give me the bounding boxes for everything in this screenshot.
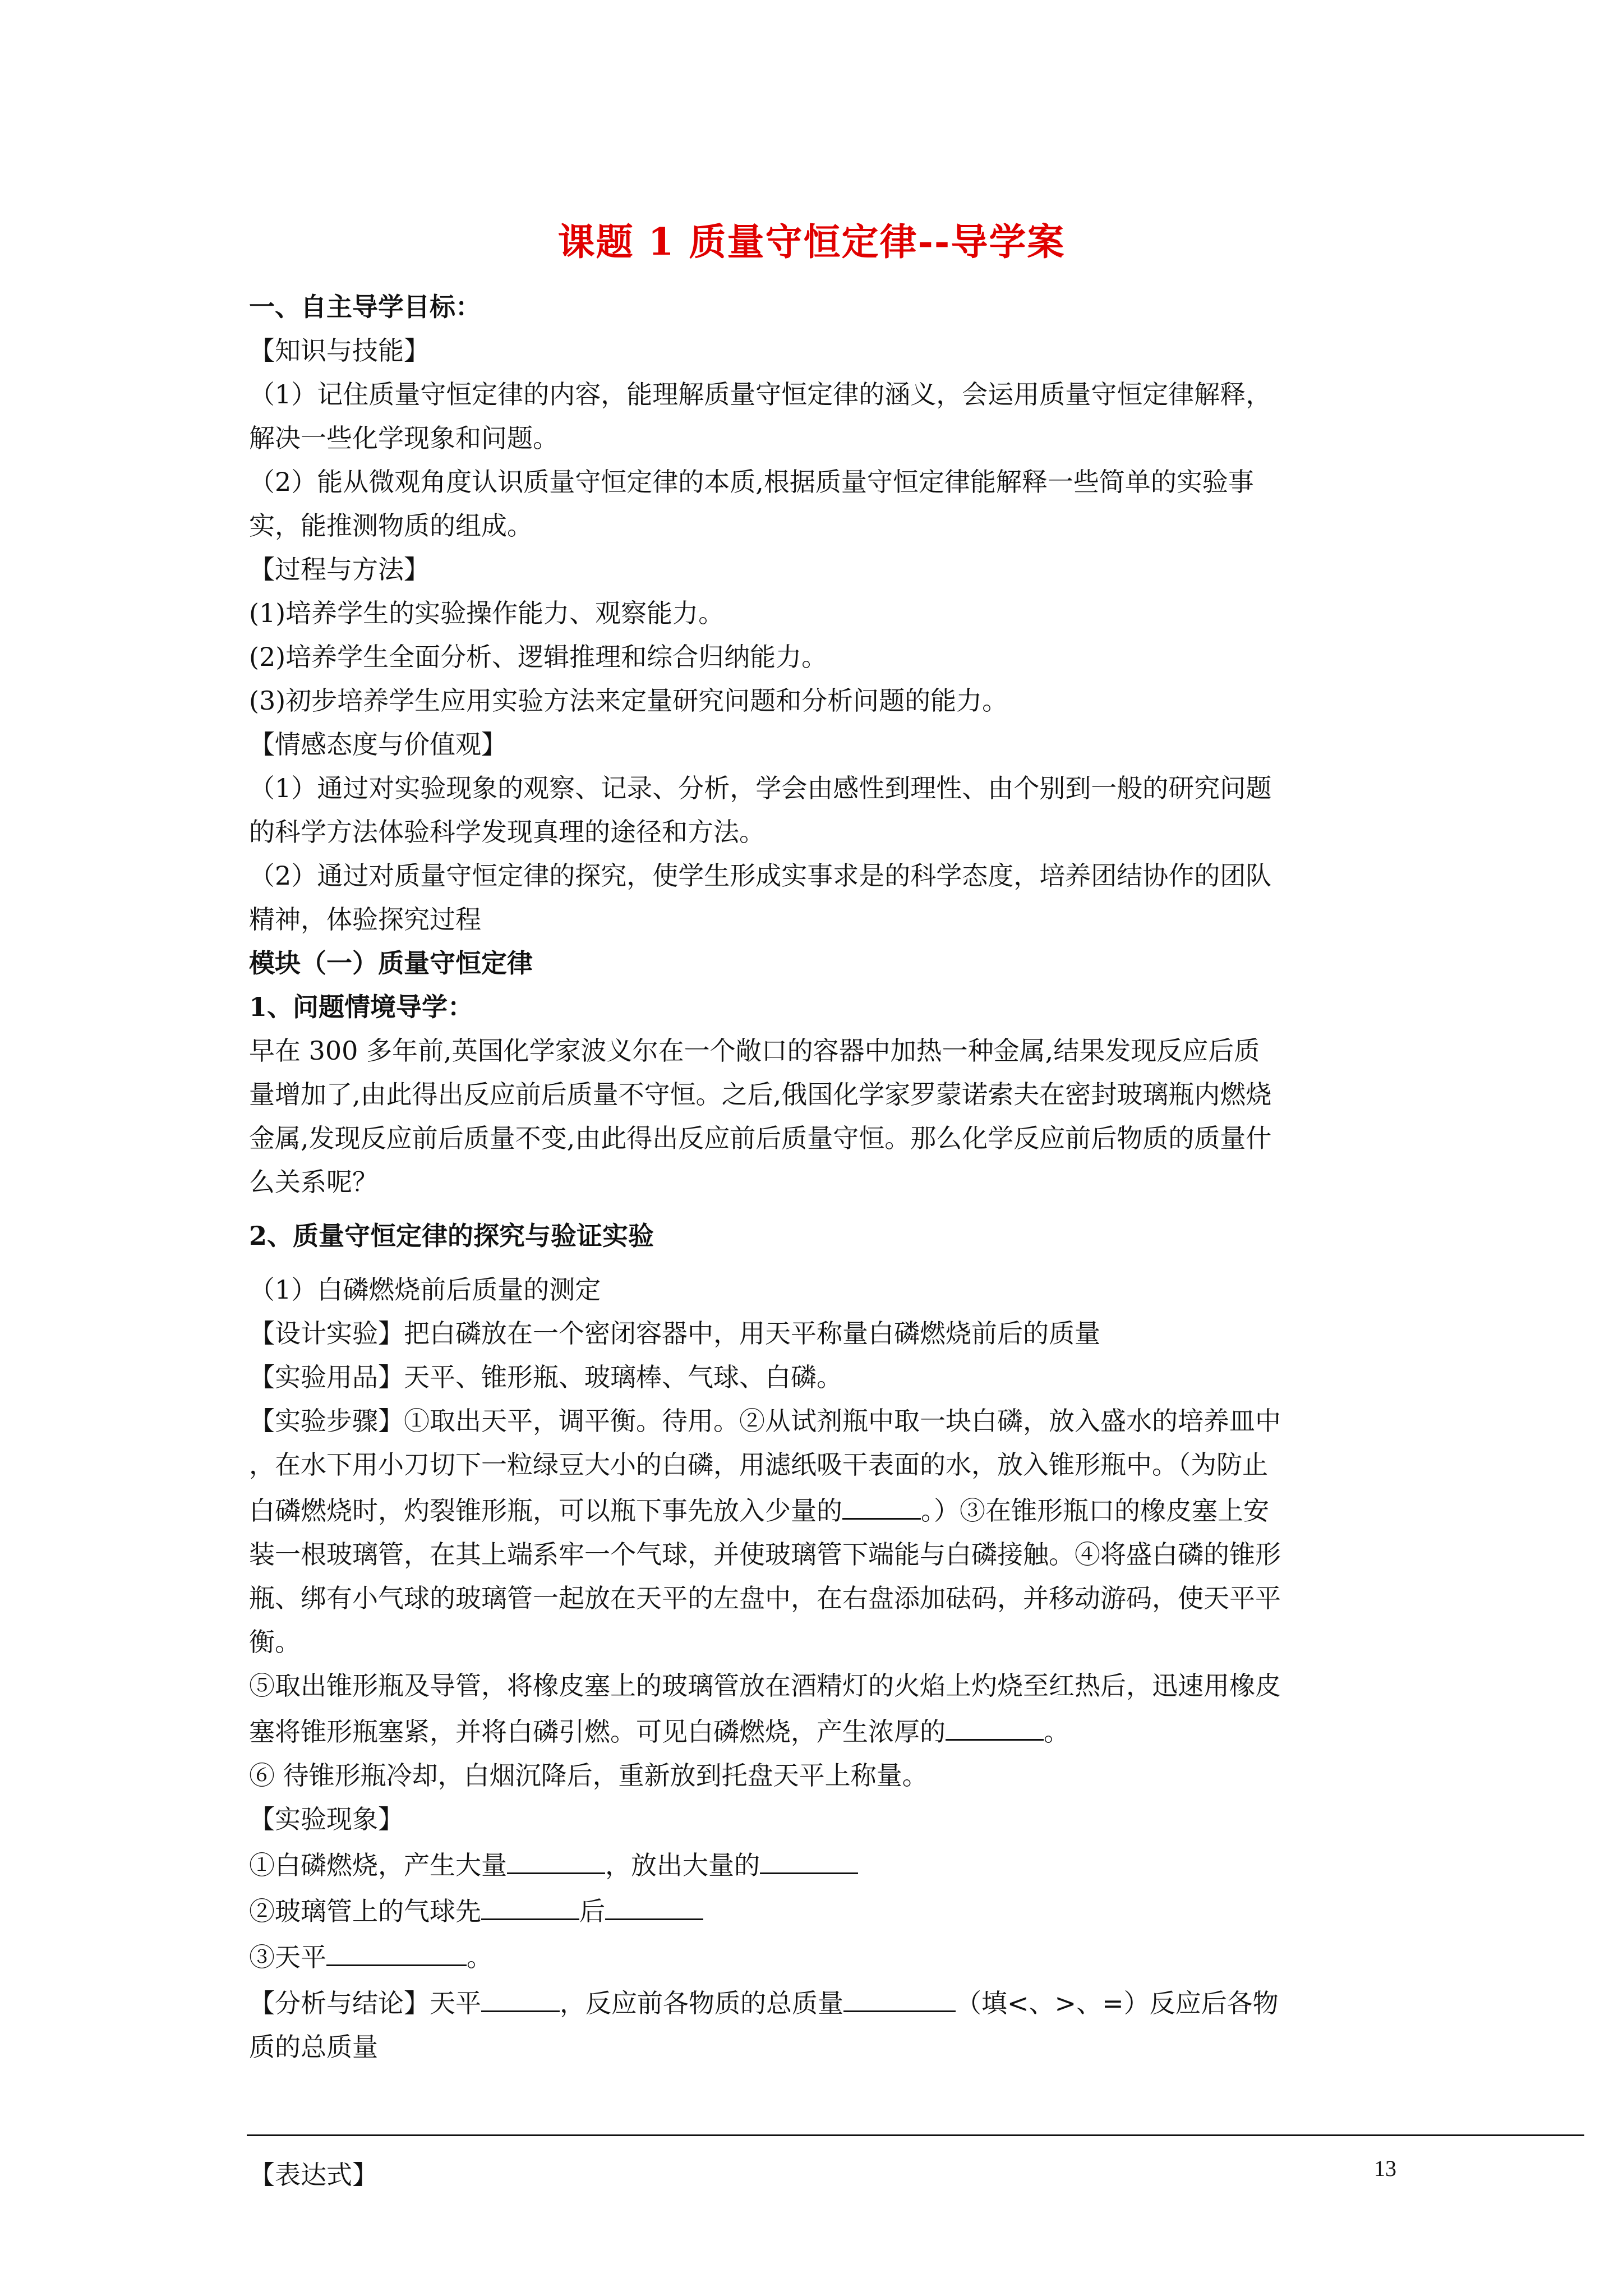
paragraph-line: 解决一些化学现象和问题。	[249, 423, 559, 453]
paragraph-line: 金属,发现反应前后质量不变,由此得出反应前后质量守恒。那么化学反应前后物质的质量什	[249, 1123, 1272, 1153]
text-run: 白磷燃烧时，灼裂锥形瓶，可以瓶下事先放入少量的	[249, 1496, 842, 1526]
paragraph-line: (3)初步培养学生应用实验方法来定量研究问题和分析问题的能力。	[249, 685, 1008, 716]
module-heading: 模块（一）质量守恒定律	[249, 948, 533, 978]
paragraph-line: （2）能从微观角度认识质量守恒定律的本质,根据质量守恒定律能解释一些简单的实验事	[249, 467, 1254, 497]
label-emotion-values: 【情感态度与价值观】	[249, 729, 507, 760]
fill-in-blank[interactable]	[481, 1887, 579, 1920]
document-body	[249, 285, 1399, 2197]
label-expression: 【表达式】	[249, 2160, 378, 2190]
fill-in-blank[interactable]	[843, 1979, 956, 2012]
paragraph-line: （1）白磷燃烧前后质量的测定	[249, 1274, 601, 1305]
paragraph-line: （1）记住质量守恒定律的内容，能理解质量守恒定律的涵义，会运用质量守恒定律解释，	[249, 379, 1272, 409]
text-run: 。）③在锥形瓶口的橡皮塞上安	[921, 1496, 1269, 1526]
fill-in-blank[interactable]	[507, 1841, 605, 1874]
text-run: 【分析与结论】天平	[249, 1988, 481, 2018]
fill-in-blank[interactable]	[760, 1841, 858, 1874]
text-run: ②玻璃管上的气球先	[249, 1896, 481, 1926]
paragraph-line	[249, 1841, 1399, 1887]
paragraph-line: (1)培养学生的实验操作能力、观察能力。	[249, 598, 725, 628]
paragraph-line: 装一根玻璃管，在其上端系牢一个气球，并使玻璃管下端能与白磷接触。④将盛白磷的锥形	[249, 1539, 1281, 1570]
text-run: 后	[579, 1896, 605, 1926]
footer-divider	[247, 2134, 1584, 2136]
fill-in-blank[interactable]	[605, 1887, 703, 1920]
text-run: ，反应前各物质的总质量	[560, 1988, 843, 2018]
paragraph-line	[249, 1933, 1399, 1979]
text-run: 。	[1044, 1717, 1069, 1747]
fill-in-blank[interactable]	[326, 1933, 467, 1966]
paragraph-line: ⑥ 待锥形瓶冷却，白烟沉降后，重新放到托盘天平上称量。	[249, 1760, 928, 1791]
text-run: ③天平	[249, 1942, 326, 1972]
page-number: 13	[1374, 2156, 1396, 2181]
paragraph-line: ⑤取出锥形瓶及导管，将橡皮塞上的玻璃管放在酒精灯的火焰上灼烧至红热后，迅速用橡皮	[249, 1671, 1281, 1701]
paragraph-line: 实，能推测物质的组成。	[249, 510, 533, 541]
label-knowledge-skills: 【知识与技能】	[249, 335, 430, 366]
paragraph-line: 量增加了,由此得出反应前后质量不守恒。之后,俄国化学家罗蒙诺索夫在密封玻璃瓶内燃烧	[249, 1079, 1272, 1110]
paragraph-line: 衡。	[249, 1627, 301, 1657]
paragraph-line: 精神，体验探究过程	[249, 904, 481, 935]
subsection-heading-question: 1、问题情境导学：	[249, 992, 474, 1022]
fill-in-blank[interactable]	[946, 1708, 1044, 1741]
paragraph-line	[249, 1487, 1399, 1533]
text-run: ①白磷燃烧，产生大量	[249, 1850, 507, 1880]
paragraph-line	[249, 1887, 1399, 1933]
paragraph-line: ，在水下用小刀切下一粒绿豆大小的白磷，用滤纸吸干表面的水，放入锥形瓶中。（为防止	[249, 1450, 1268, 1480]
paragraph-line: 早在 300 多年前,英国化学家波义尔在一个敞口的容器中加热一种金属,结果发现反应后质	[249, 1036, 1260, 1066]
paragraph-line: 【实验步骤】①取出天平，调平衡。待用。②从试剂瓶中取一块白磷，放入盛水的培养皿中	[249, 1406, 1281, 1436]
paragraph-line: 【实验用品】天平、锥形瓶、玻璃棒、气球、白磷。	[249, 1362, 842, 1392]
paragraph-line: 质的总质量	[249, 2032, 378, 2062]
paragraph-line: 的科学方法体验科学发现真理的途径和方法。	[249, 817, 765, 847]
label-process-methods: 【过程与方法】	[249, 554, 430, 585]
text-run: （填<、>、=）反应后各物	[956, 1988, 1279, 2018]
paragraph-line: (2)培养学生全面分析、逻辑推理和综合归纳能力。	[249, 642, 828, 672]
section-heading-goals: 一、自主导学目标：	[249, 292, 481, 322]
text-run: ，放出大量的	[605, 1850, 760, 1880]
paragraph-line: （2）通过对质量守恒定律的探究，使学生形成实事求是的科学态度，培养团结协作的团队	[249, 861, 1272, 891]
paragraph-line: 瓶、绑有小气球的玻璃管一起放在天平的左盘中，在右盘添加砝码，并移动游码，使天平平	[249, 1583, 1281, 1613]
paragraph-line: 么关系呢？	[249, 1167, 378, 1197]
paragraph-line	[249, 1979, 1399, 2025]
paragraph-line: （1）通过对实验现象的观察、记录、分析，学会由感性到理性、由个别到一般的研究问题	[249, 773, 1272, 803]
paragraph-line	[249, 1708, 1399, 1754]
paragraph-line: 【设计实验】把白磷放在一个密闭容器中，用天平称量白磷燃烧前后的质量	[249, 1318, 1100, 1349]
text-run: 。	[467, 1942, 492, 1972]
text-run: 塞将锥形瓶塞紧，并将白磷引燃。可见白磷燃烧，产生浓厚的	[249, 1717, 946, 1747]
page-title: 课题 1 质量守恒定律--导学案	[557, 220, 1066, 264]
fill-in-blank[interactable]	[842, 1487, 921, 1520]
label-phenomena: 【实验现象】	[249, 1804, 404, 1834]
fill-in-blank[interactable]	[481, 1979, 560, 2012]
subsection-heading-experiment: 2、质量守恒定律的探究与验证实验	[249, 1221, 654, 1251]
